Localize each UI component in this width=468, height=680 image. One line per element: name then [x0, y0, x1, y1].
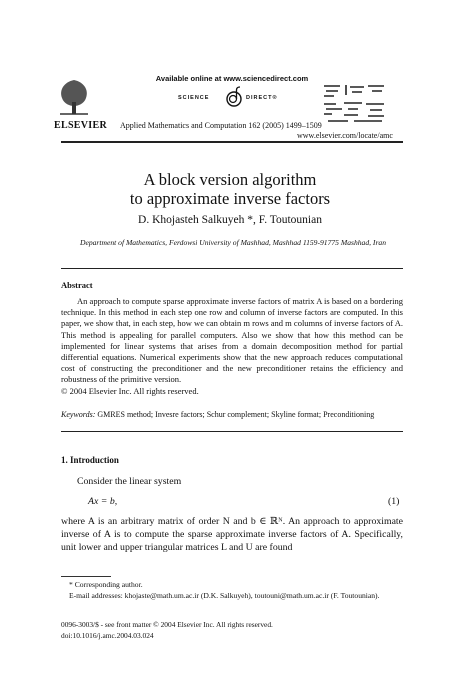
abstract-top-rule — [61, 268, 403, 269]
footer-doi[interactable]: doi:10.1016/j.amc.2004.03.024 — [61, 631, 154, 640]
sciencedirect-right: DIRECT® — [246, 95, 278, 101]
abstract-text: An approach to compute sparse approximate inverse factors of matrix A is based on a bordering technique. In this method in each step one row and column of inverse factors are computed. In this paper, we show that, in each step, how we can obtain m rows and m columns of inverse factors of A. This method is appealing for parallel computers. Also we show that how this method can be implemented for linear systems that arises from a domain decomposition method for partial differential equations. Numerical experiments show that the new approach reduces computational cost of constructing the preconditioner and the new preconditioner retains the efficiency and robustness of the primitive version. — [61, 296, 403, 385]
footnote-rule — [61, 576, 111, 577]
keywords-list: GMRES method; Invesre factors; Schur complement; Skyline format; Preconditioning — [97, 410, 375, 419]
journal-logo-icon — [322, 82, 388, 124]
abstract-copyright: © 2004 Elsevier Inc. All rights reserved. — [61, 385, 199, 396]
article-title — [60, 170, 400, 208]
author-affiliation: Department of Mathematics, Ferdowsi University of Mashhad, Mashhad 1159-91775 Mashhad, Iran — [79, 238, 387, 247]
journal-website-link[interactable]: www.elsevier.com/locate/amc — [297, 131, 393, 140]
elsevier-tree-logo — [54, 76, 94, 116]
abstract-body — [61, 296, 403, 397]
footnote-emails: E-mail addresses: khojaste@math.um.ac.ir (D.K. Salkuyeh), toutouni@math.um.ac.ir (F. Toutounian). — [69, 591, 380, 600]
equation-1: Ax = b, — [88, 496, 118, 507]
intro-lead: Consider the linear system — [77, 476, 182, 487]
title-line-1: A block version algorithm — [143, 170, 317, 189]
article-authors: D. Khojasteh Salkuyeh *, F. Toutounian — [138, 214, 322, 226]
available-online-text: Available online at www.sciencedirect.com — [155, 74, 309, 83]
footnote-corresponding: * Corresponding author. — [69, 580, 143, 589]
header-rule — [61, 141, 403, 143]
keywords-label: Keywords: — [61, 410, 96, 419]
title-line-2: to approximate inverse factors — [129, 189, 331, 208]
equation-number: (1) — [388, 496, 400, 507]
sciencedirect-logo — [178, 90, 288, 108]
intro-paragraph: where A is an arbitrary matrix of order N and b ∈ ℝᴺ. An approach to approximate inverse of A is to compute the sparse approximate inverse factors of A. Specifically, unit lower and upper triangular matrices L and U are found — [61, 516, 403, 553]
publisher-name: ELSEVIER — [54, 120, 107, 131]
sciencedirect-d-icon — [225, 86, 243, 108]
sciencedirect-left: SCIENCE — [178, 95, 210, 101]
abstract-heading: Abstract — [61, 280, 93, 290]
footer-issn: 0096-3003/$ - see front matter © 2004 Elsevier Inc. All rights reserved. — [61, 620, 273, 629]
abstract-bottom-rule — [61, 431, 403, 432]
section-heading-introduction: 1. Introduction — [61, 455, 119, 465]
keywords-line — [61, 410, 403, 419]
journal-citation: Applied Mathematics and Computation 162 (2005) 1499–1509 — [120, 121, 322, 130]
